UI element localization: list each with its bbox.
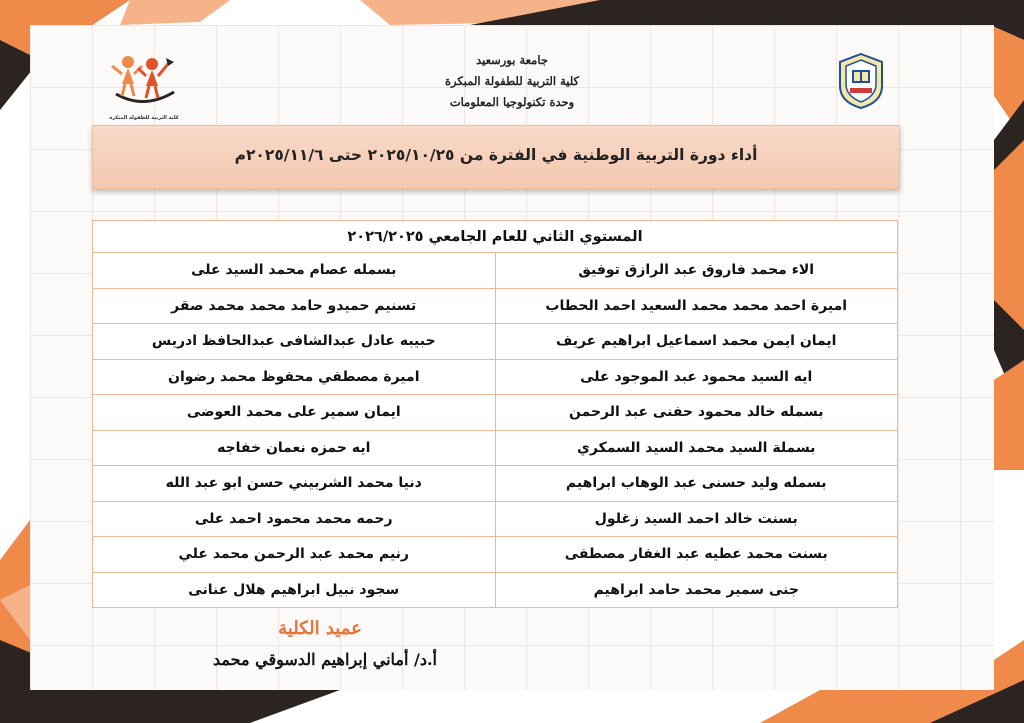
student-name-cell: ايه السيد محمود عبد الموجود على — [495, 359, 898, 395]
student-name-cell: اميرة مصطفي محفوظ محمد رضوان — [93, 359, 496, 395]
table-header-row — [93, 221, 898, 253]
student-name-cell: رحمه محمد محمود احمد على — [93, 501, 496, 537]
university-crest-icon — [838, 52, 884, 110]
title-band — [92, 125, 900, 189]
table-row — [93, 501, 898, 537]
institution-header — [372, 50, 652, 113]
table-row — [93, 430, 898, 466]
student-name-cell: تسنيم حميدو حامد محمد محمد صقر — [93, 288, 496, 324]
student-name-cell: بسنت خالد احمد السيد زغلول — [495, 501, 898, 537]
faculty-name: كلية التربية للطفولة المبكرة — [445, 74, 579, 88]
table-row — [93, 537, 898, 573]
student-name-cell: ايمان ايمن محمد اسماعيل ابراهيم عريف — [495, 324, 898, 360]
table-row — [93, 324, 898, 360]
unit-name: وحدة تكنولوجيا المعلومات — [449, 95, 575, 109]
table-row — [93, 359, 898, 395]
table-row — [93, 253, 898, 289]
table-heading: المستوي الثاني للعام الجامعي ٢٠٢٦/٢٠٢٥ — [93, 221, 898, 253]
table-row — [93, 572, 898, 608]
student-name-cell: سجود نبيل ابراهيم هلال عنانى — [93, 572, 496, 608]
student-name-cell: بسمله وليد حسنى عبد الوهاب ابراهيم — [495, 466, 898, 502]
student-name-cell: بسمله عصام محمد السيد على — [93, 253, 496, 289]
student-name-cell: ايه حمزه نعمان خفاجه — [93, 430, 496, 466]
faculty-logo — [108, 52, 180, 120]
university-name: جامعة بورسعيد — [476, 53, 548, 67]
student-name-cell: الاء محمد فاروق عبد الرازق توفيق — [495, 253, 898, 289]
student-name-cell: بسنت محمد عطيه عبد الغفار مصطفى — [495, 537, 898, 573]
table-row — [93, 466, 898, 502]
table-row — [93, 288, 898, 324]
signature-name: أ.د/ أماني إبراهيم الدسوقي محمد — [213, 650, 437, 669]
student-name-cell: حبيبه عادل عبدالشافى عبدالحافظ ادريس — [93, 324, 496, 360]
student-name-cell: بسمله خالد محمود حفنى عبد الرحمن — [495, 395, 898, 431]
page-title: أداء دورة التربية الوطنية في الفترة من ٢٠٢٥/١٠/٢٥ حتى ٢٠٢٥/١١/٦م — [234, 146, 758, 164]
signature-role: عميد الكلية — [278, 618, 362, 639]
student-name-cell: جنى سمير محمد حامد ابراهيم — [495, 572, 898, 608]
student-name-cell: اميرة احمد محمد محمد السعيد احمد الحطاب — [495, 288, 898, 324]
student-name-cell: رنيم محمد عبد الرحمن محمد علي — [93, 537, 496, 573]
student-name-cell: ايمان سمير على محمد العوضى — [93, 395, 496, 431]
table-row — [93, 395, 898, 431]
student-name-cell: دنيا محمد الشربيني حسن ابو عبد الله — [93, 466, 496, 502]
student-name-cell: بسملة السيد محمد السيد السمكري — [495, 430, 898, 466]
students-table — [92, 220, 898, 608]
children-figures-icon — [108, 52, 180, 110]
logo-caption: كلية التربية للطفولة المبكرة — [109, 115, 179, 121]
table-body — [93, 253, 898, 608]
